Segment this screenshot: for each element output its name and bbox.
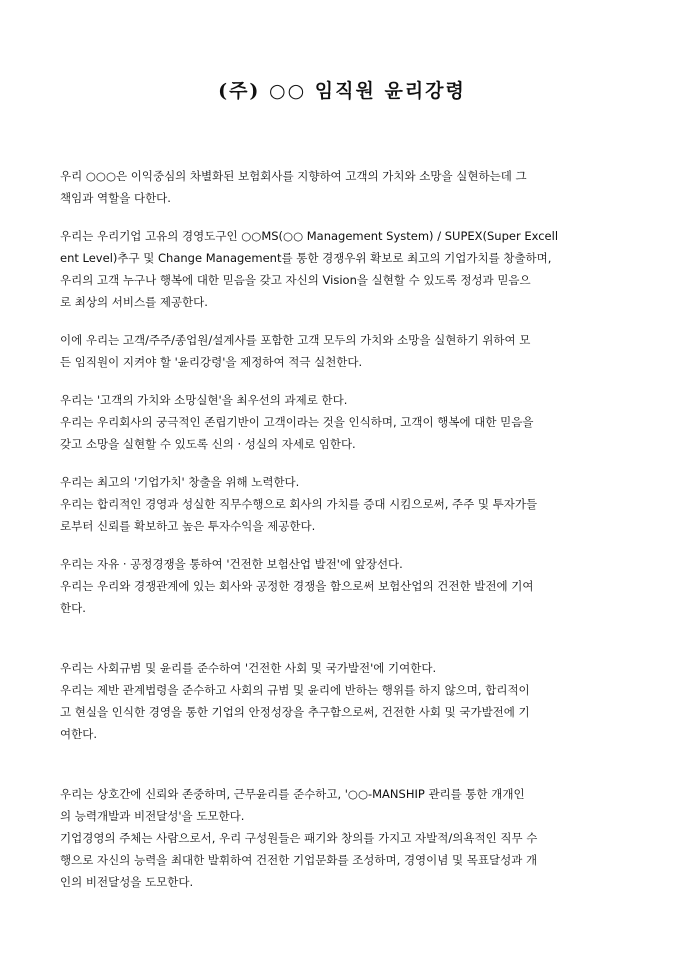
paragraph-line: 우리는 제반 관계법령을 준수하고 사회의 규범 및 윤리에 반하는 행위를 하지 않으며, 합리적이 <box>60 683 530 697</box>
document-body <box>60 165 624 893</box>
paragraph-line: 갖고 소망을 실현할 수 있도록 신의 · 성실의 자세로 임한다. <box>60 437 356 451</box>
paragraph-line: 우리는 상호간에 신뢰와 존중하며, 근무윤리를 준수하고, '○○-MANSHIP 관리를 통한 개개인 <box>60 787 525 801</box>
paragraph-line: 우리는 '고객의 가치와 소망실현'을 최우선의 과제로 한다. <box>60 393 348 407</box>
paragraph-4 <box>60 389 624 455</box>
paragraph-line: 기업경영의 주체는 사람으로서, 우리 구성원들은 패기와 창의를 가지고 자발적/의욕적인 직무 수 <box>60 831 538 845</box>
paragraph-line: 우리는 사회규범 및 윤리를 준수하여 '건전한 사회 및 국가발전'에 기여한다. <box>60 661 437 675</box>
paragraph-spacer <box>60 313 624 329</box>
paragraph-spacer <box>60 537 624 553</box>
paragraph-spacer <box>60 209 624 225</box>
paragraph-1 <box>60 165 624 209</box>
paragraph-line: 우리는 자유 · 공정경쟁을 통하여 '건전한 보험산업 발전'에 앞장선다. <box>60 557 403 571</box>
paragraph-spacer <box>60 455 624 471</box>
paragraph-line: 우리는 우리회사의 궁극적인 존립기반이 고객이라는 것을 인식하며, 고객이 행복에 대한 믿음을 <box>60 415 534 429</box>
paragraph-line: 한다. <box>60 601 86 615</box>
paragraph-line: 우리는 합리적인 경영과 성실한 직무수행으로 회사의 가치를 증대 시킴으로써, 주주 및 투자가들 <box>60 497 538 511</box>
paragraph-line: 우리는 우리와 경쟁관계에 있는 회사와 공정한 경쟁을 함으로써 보험산업의 건전한 발전에 기여 <box>60 579 534 593</box>
document-title: (주) ○○ 임직원 윤리강령 <box>218 80 466 102</box>
paragraph-line: 로부터 신뢰를 확보하고 높은 투자수익을 제공한다. <box>60 519 316 533</box>
paragraph-line: 책임과 역할을 다한다. <box>60 191 171 205</box>
paragraph-line: 여한다. <box>60 727 97 741</box>
paragraph-line: 우리는 우리기업 고유의 경영도구인 ○○MS(○○ Management System) / SUPEX(Super Excell <box>60 229 559 243</box>
paragraph-line: 우리는 최고의 '기업가치' 창출을 위해 노력한다. <box>60 475 300 489</box>
paragraph-7 <box>60 657 624 745</box>
paragraph-spacer <box>60 745 624 783</box>
paragraph-2 <box>60 225 624 313</box>
paragraph-line: 의 능력개발과 비전달성'을 도모한다. <box>60 809 245 823</box>
paragraph-line: ent Level)추구 및 Change Management를 통한 경쟁우위 확보로 최고의 기업가치를 창출하며, <box>60 251 552 265</box>
paragraph-line: 행으로 자신의 능력을 최대한 발휘하여 건전한 기업문화를 조성하며, 경영이념 및 목표달성과 개 <box>60 853 538 867</box>
paragraph-3 <box>60 329 624 373</box>
paragraph-spacer <box>60 619 624 657</box>
paragraph-line: 우리의 고객 누구나 행복에 대한 믿음을 갖고 자신의 Vision을 실현할 수 있도록 정성과 믿음으 <box>60 273 531 287</box>
paragraph-8 <box>60 783 624 893</box>
paragraph-5 <box>60 471 624 537</box>
paragraph-6 <box>60 553 624 619</box>
paragraph-line: 우리 ○○○은 이익중심의 차별화된 보험회사를 지향하여 고객의 가치와 소망을 실현하는데 그 <box>60 169 527 183</box>
paragraph-spacer <box>60 373 624 389</box>
paragraph-line: 로 최상의 서비스를 제공한다. <box>60 295 208 309</box>
paragraph-line: 고 현실을 인식한 경영을 통한 기업의 안정성장을 추구함으로써, 건전한 사회 및 국가발전에 기 <box>60 705 530 719</box>
paragraph-line: 인의 비전달성을 도모한다. <box>60 875 194 889</box>
paragraph-line: 든 임직원이 지켜야 할 '윤리강령'을 제정하여 적극 실천한다. <box>60 355 363 369</box>
paragraph-line: 이에 우리는 고객/주주/종업원/설계사를 포함한 고객 모두의 가치와 소망을 실현하기 위하여 모 <box>60 333 531 347</box>
